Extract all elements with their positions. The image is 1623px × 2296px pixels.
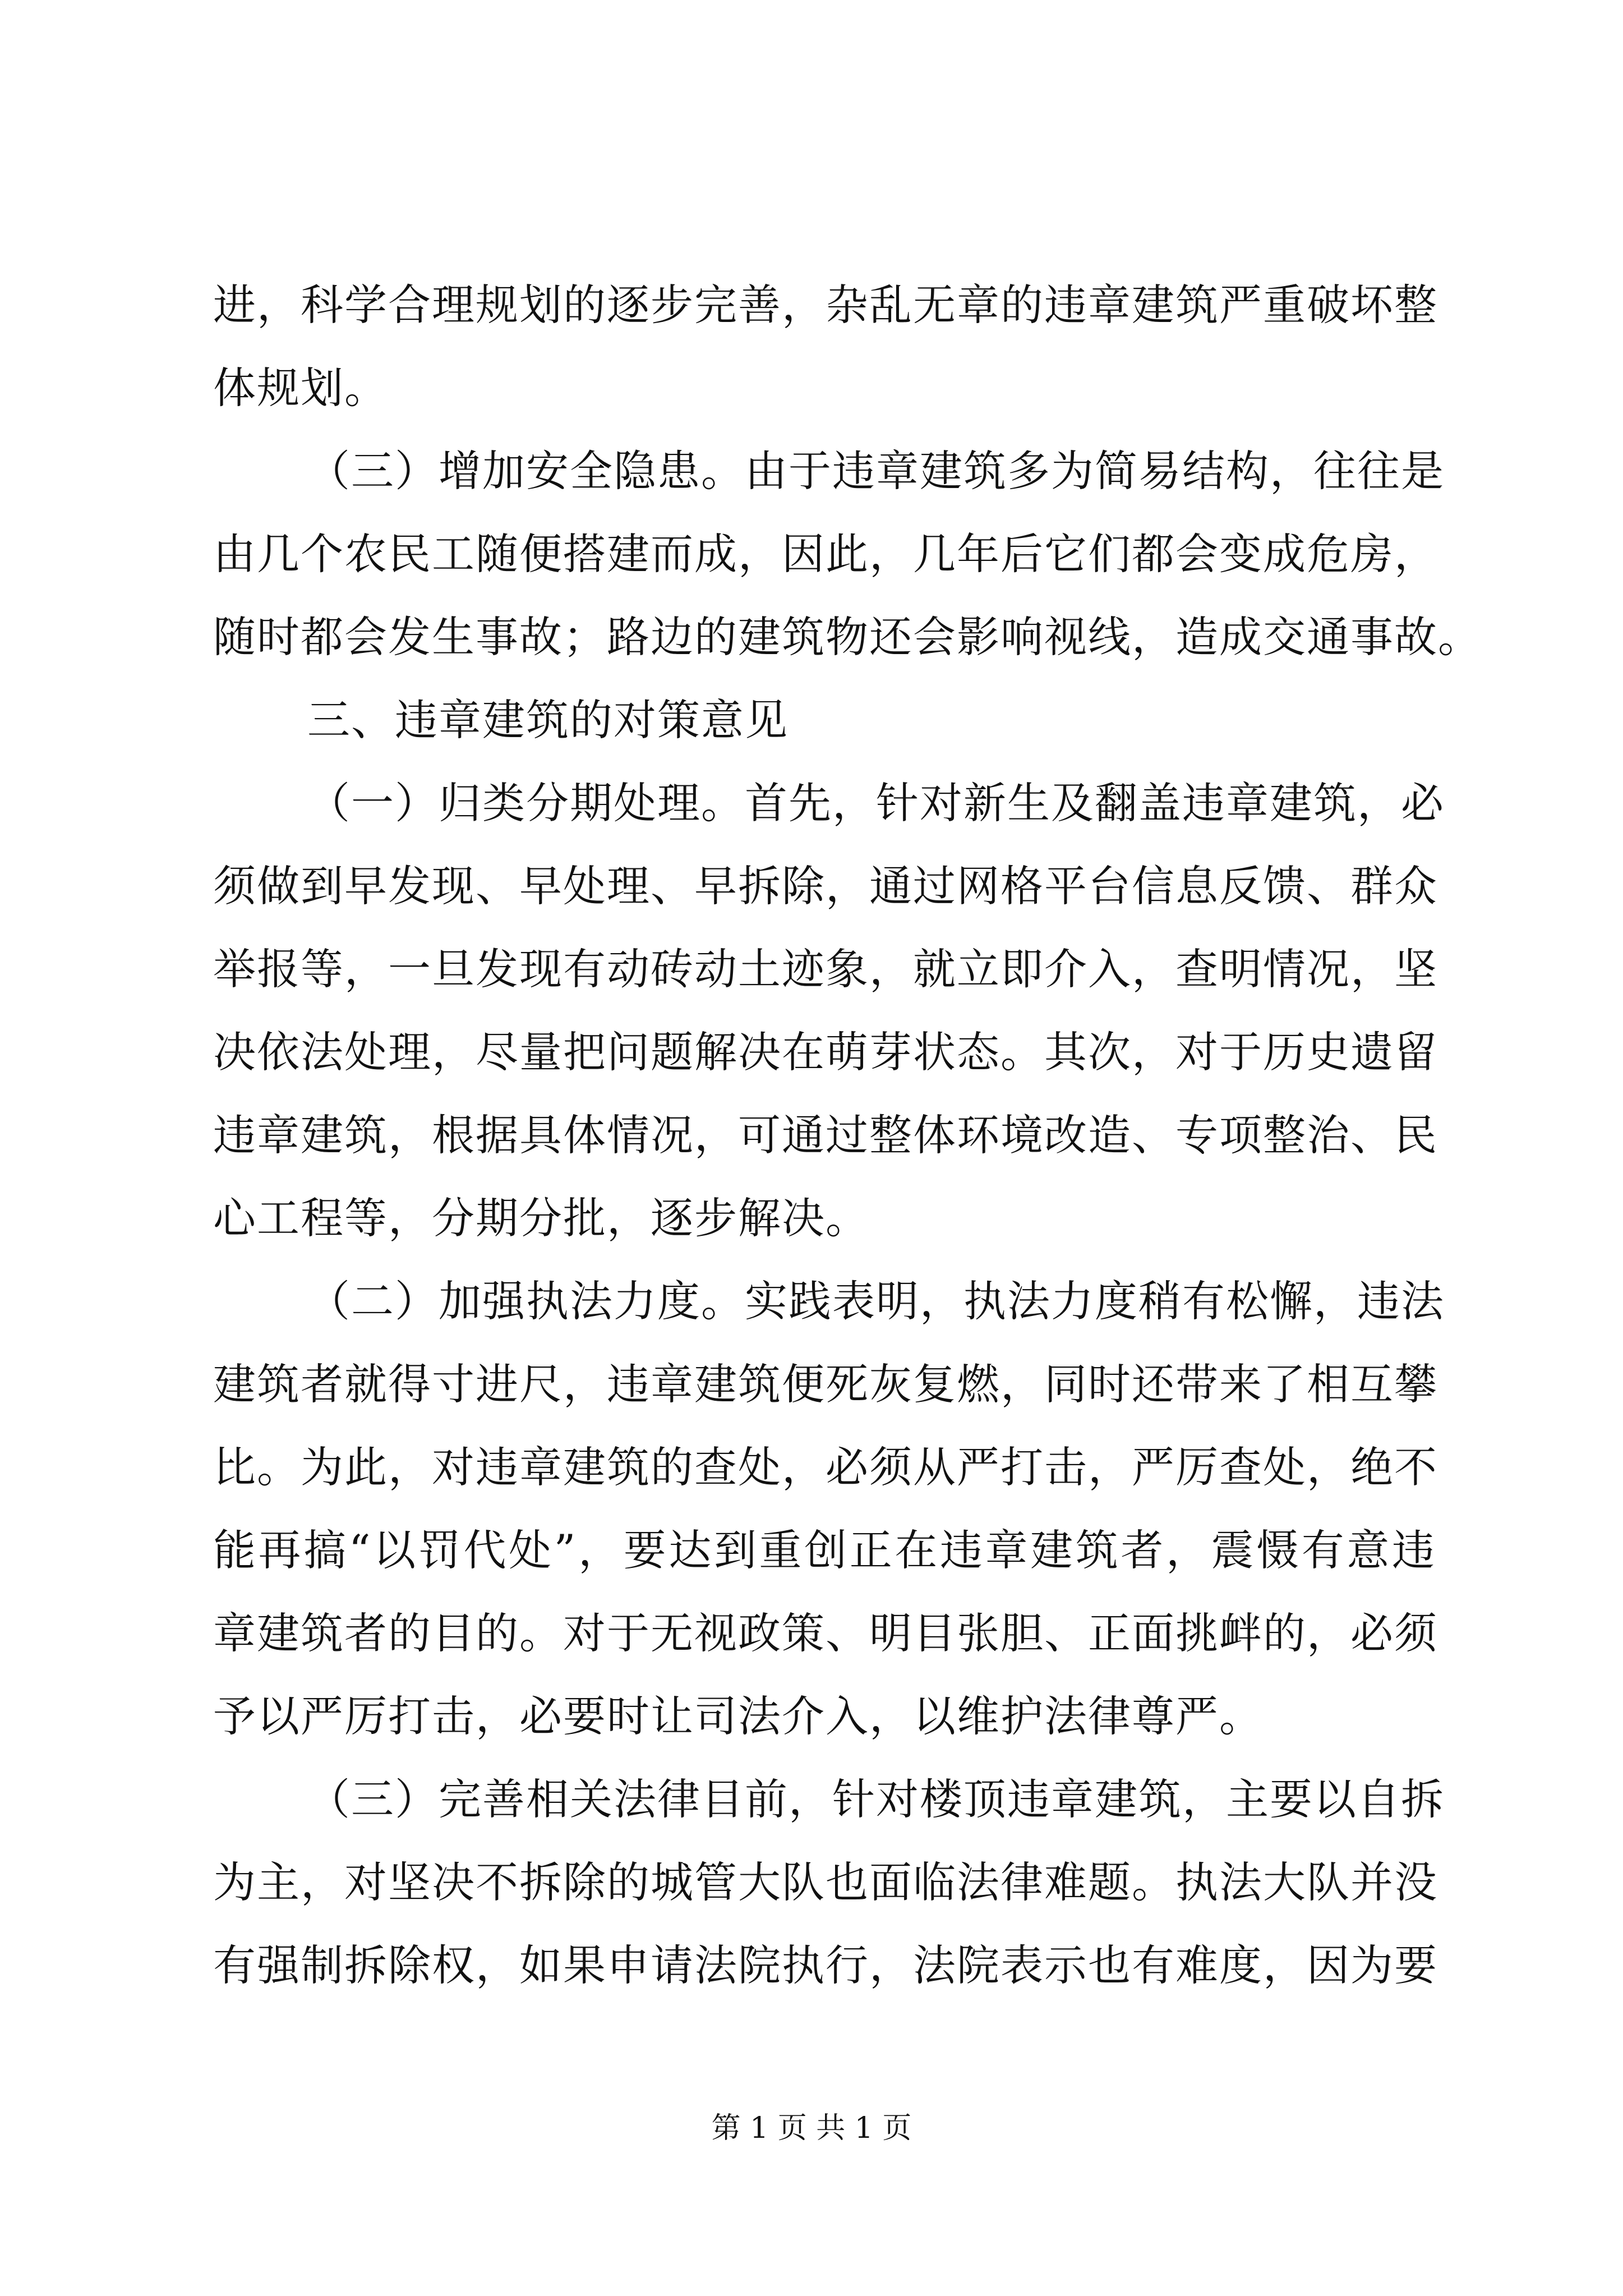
text-line: 为主，对坚决不拆除的城管大队也面临法律难题。执法大队并没 bbox=[213, 1857, 1438, 1907]
text-line: 比。为此，对违章建筑的查处，必须从严打击，严厉查处，绝不 bbox=[213, 1442, 1438, 1492]
text-line: 须做到早发现、早处理、早拆除，通过网格平台信息反馈、群众 bbox=[213, 861, 1438, 911]
document-body bbox=[213, 264, 1482, 2007]
text-line: 由几个农民工随便搭建而成，因此，几年后它们都会变成危房， bbox=[213, 529, 1438, 579]
page-number-label: 第 1 页 共 1 页 bbox=[711, 2111, 912, 2145]
text-line: 违章建筑，根据具体情况，可通过整体环境改造、专项整治、民 bbox=[213, 1110, 1438, 1160]
section-heading: 三、违章建筑的对策意见 bbox=[307, 695, 789, 745]
text-line: 有强制拆除权，如果申请法院执行，法院表示也有难度，因为要 bbox=[213, 1940, 1438, 1990]
text-line: 建筑者就得寸进尺，违章建筑便死灰复燃，同时还带来了相互攀 bbox=[213, 1359, 1438, 1409]
text-line: 章建筑者的目的。对于无视政策、明目张胆、正面挑衅的，必须 bbox=[213, 1608, 1438, 1658]
page-footer bbox=[0, 2110, 1623, 2146]
text-line: 能再搞“以罚代处”，要达到重创正在违章建筑者，震慑有意违 bbox=[213, 1525, 1436, 1575]
text-line: 决依法处理，尽量把问题解决在萌芽状态。其次，对于历史遗留 bbox=[213, 1027, 1438, 1077]
text-line: 体规划。 bbox=[213, 363, 388, 413]
paragraph-heading-line: （三）增加安全隐患。由于违章建筑多为简易结构，往往是 bbox=[307, 446, 1445, 496]
text-line: 举报等，一旦发现有动砖动土迹象，就立即介入，查明情况，坚 bbox=[213, 944, 1438, 994]
text-line: 随时都会发生事故；路边的建筑物还会影响视线，造成交通事故。 bbox=[213, 612, 1482, 662]
paragraph-heading-line: （三）完善相关法律目前，针对楼顶违章建筑，主要以自拆 bbox=[307, 1774, 1445, 1824]
text-line: 心工程等，分期分批，逐步解决。 bbox=[213, 1193, 869, 1243]
paragraph-heading-line: （一）归类分期处理。首先，针对新生及翻盖违章建筑，必 bbox=[307, 778, 1445, 828]
text-line: 进，科学合理规划的逐步完善，杂乱无章的违章建筑严重破坏整 bbox=[213, 280, 1438, 330]
paragraph-heading-line: （二）加强执法力度。实践表明，执法力度稍有松懈，违法 bbox=[307, 1276, 1445, 1326]
text-line: 予以严厉打击，必要时让司法介入，以维护法律尊严。 bbox=[213, 1691, 1263, 1741]
